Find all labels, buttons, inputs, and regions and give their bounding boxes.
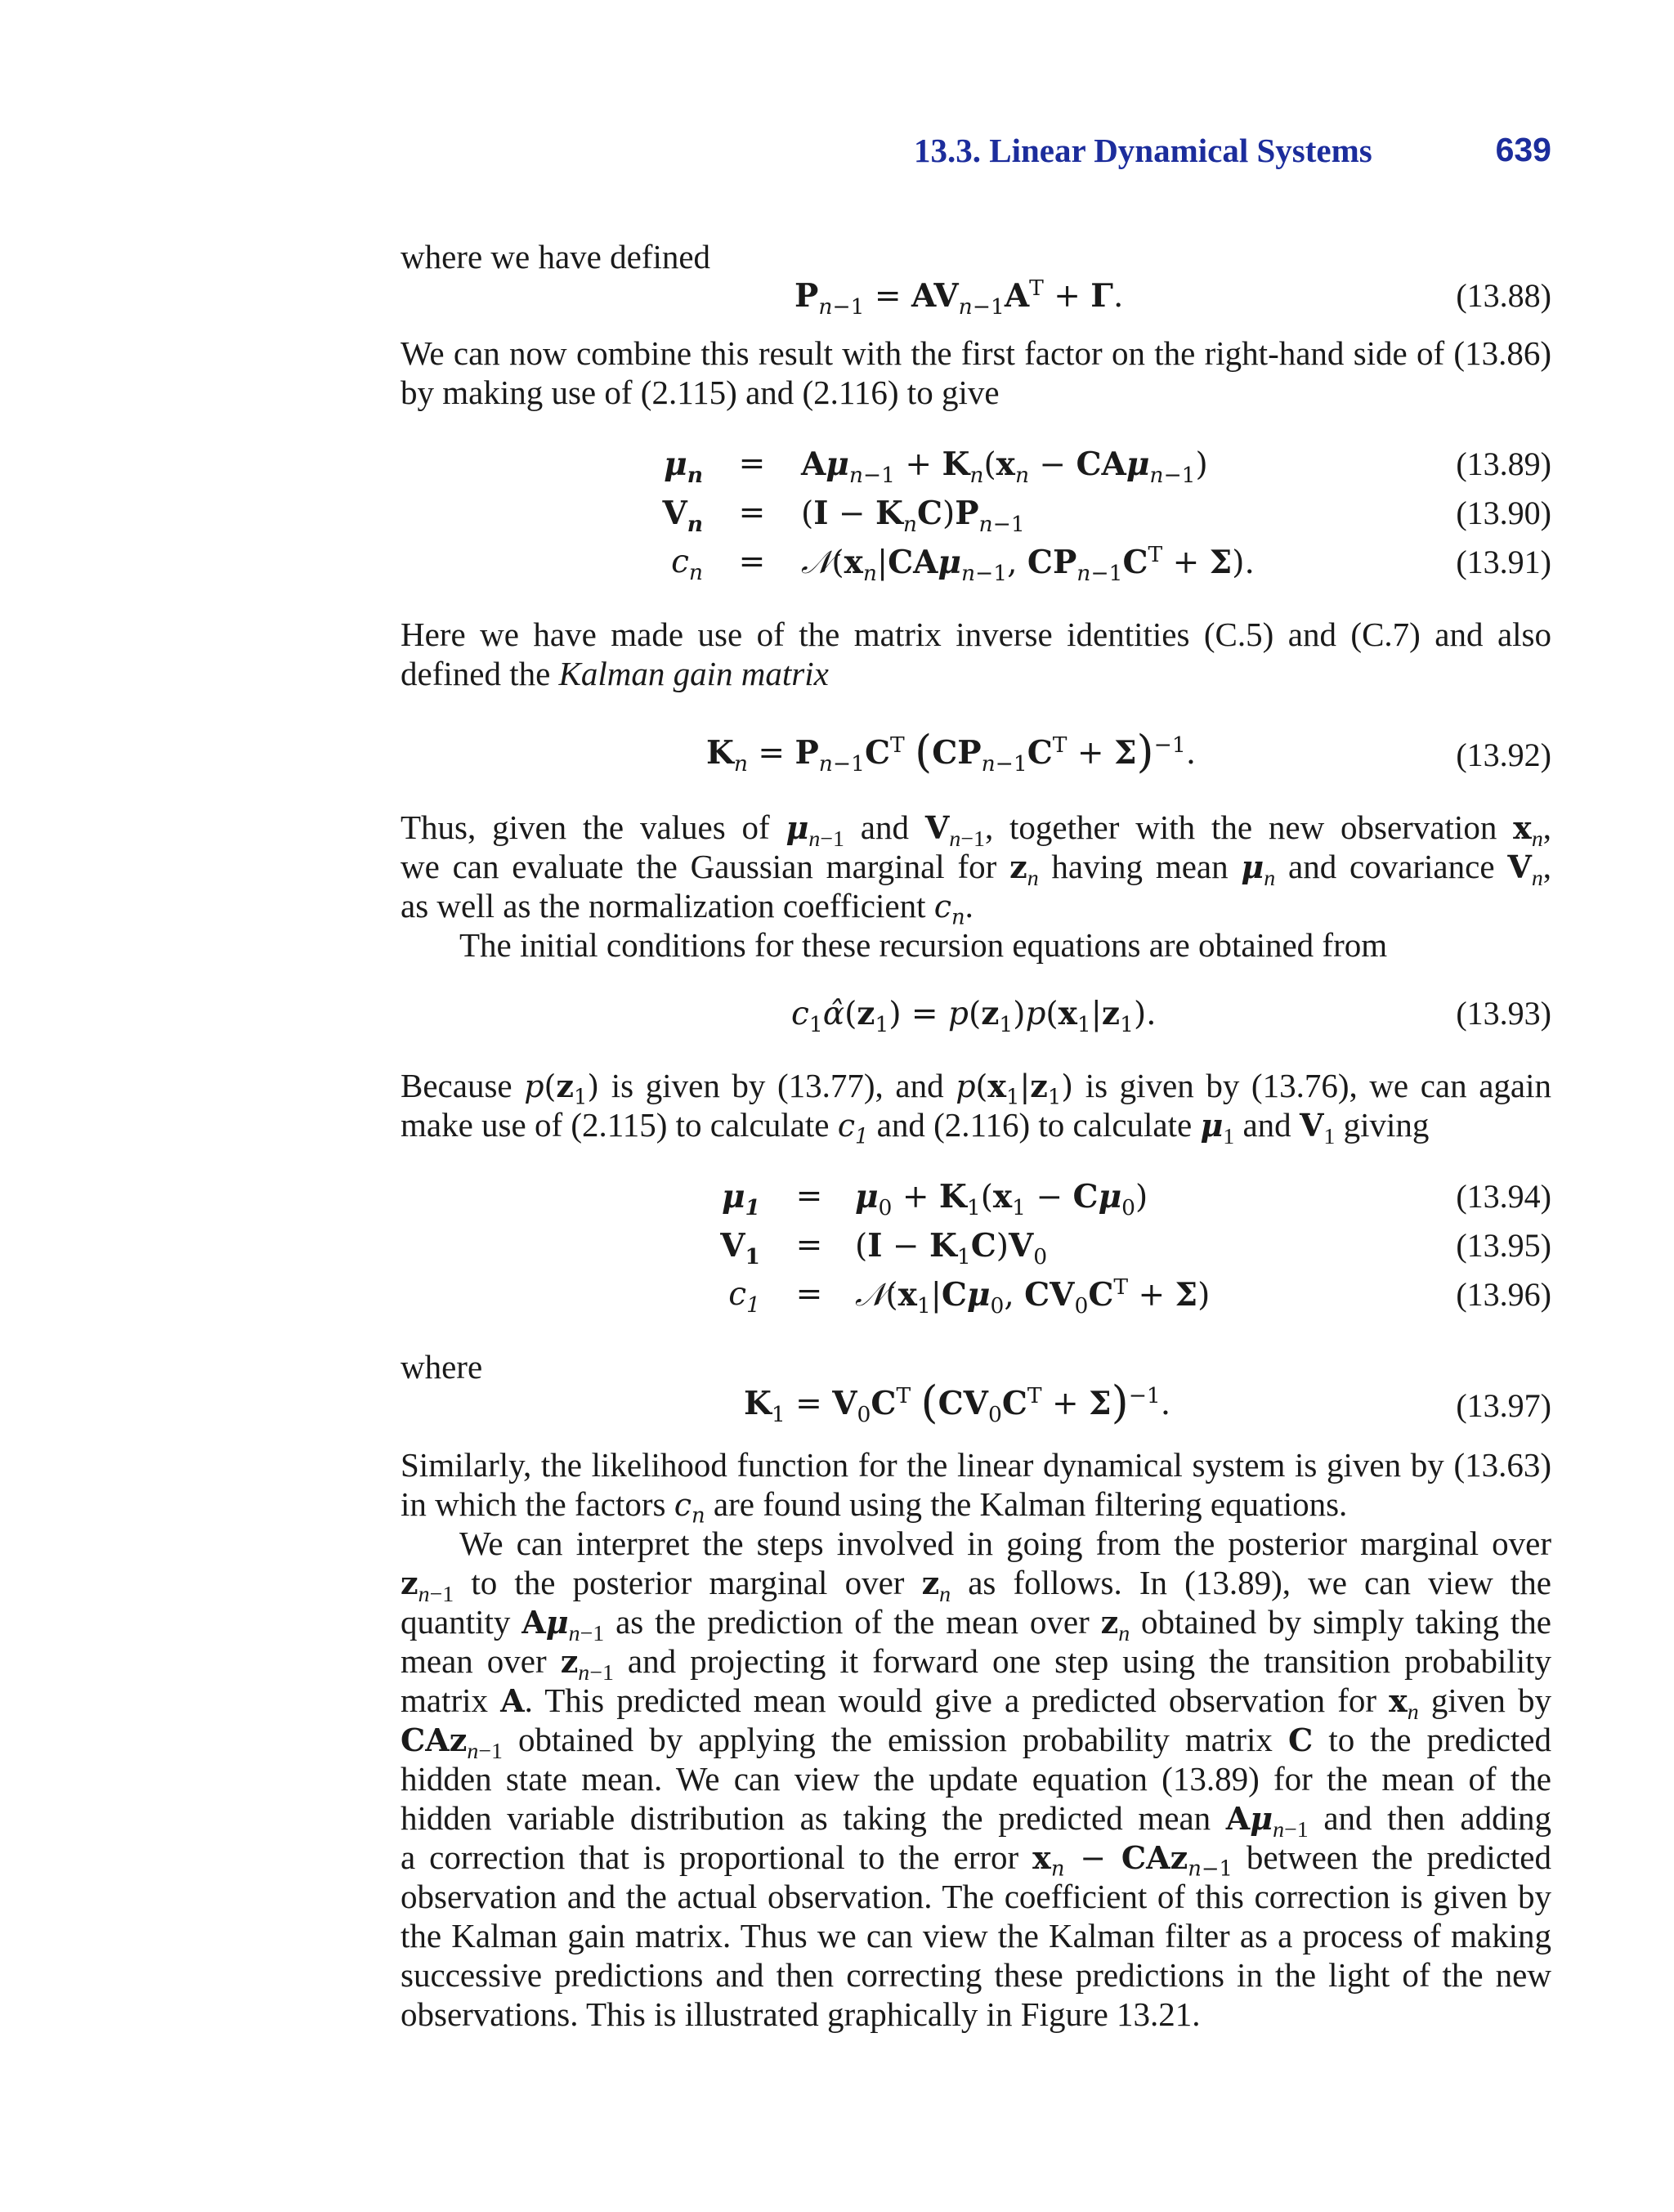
text-line: successive predictions and then correcting these predictions in the light of the new bbox=[401, 1956, 1551, 1994]
text-line: a correction that is proportional to the error $x_n - CAz_{n-1}$ between the predicted bbox=[401, 1838, 1551, 1882]
equation-number: (13.97) bbox=[1456, 1387, 1551, 1424]
equation-13-88: $P_{n-1} = AV_{n-1}A^T + \Gamma$. bbox=[794, 275, 1124, 320]
page: 13.3. Linear Dynamical Systems 639 where we have defined $P_{n-1} = AV_{n-1}A^T + \Gamma$. (13.88) We can now combine this result with the first factor on the right-hand side of (13.86) by making use of (2.115) and (2.116) to give $\mu_n$ = $A\mu_{n-1} + K_n(x_n - CA\mu_{n-1})$ (13.89) $V_n$ = $(I - K_nC)P_{n-1}$ (13.90) $c_n$ = $𝒩(x_n|CA\mu_{n-1}$, $CP_{n-1}C^T + \Sigma$). (13.91) Here we have made use of the matrix inverse identities (C.5) and (C.7) and also defined the Kalman gain matrix $K_n = P_{n-1}C^T$ $(CP_{n-1}C^T + \Sigma)^{-1}$. (13.92) Thus, given the values of $\mu_{n-1}$ and $V_{n-1}$, together with the new observation $x_n$, we can evaluate the Gaussian marginal for $z_n$ having mean $\mu_n$ and covariance $V_n$, as well as the normalization coefficient $c_n$. The initial conditions for these recursion equations are obtained from $c_1\alphâ(z_1) = p(z_1)p(x_1|z_1)$. (13.93) Because $p(z_1)$ is given by (13.77), and $p(x_1|z_1)$ is given by (13.76), we can again make use of (2.115) to calculate $c_1$ and (2.116) to calculate $\mu_1$ and $V_1$ giving $\mu_1$ = $\mu_0 + K_1(x_1 - C\mu_0)$ (13.94) $V_1$ = $(I - K_1C)V_0$ (13.95) $c_1$ = $𝒩(x_1|C\mu_0$, $CV_0C^T + \Sigma$) (13.96) where $K_1 = V_0C^T$ $(CV_0C^T + \Sigma)^{-1}$. (13.97) Similarly, the likelihood function for the linear dynamical system is given by (13.63) in which the factors $c_n$ are found using the Kalman filtering equations. We can interpret the steps involved in going from the posterior marginal over $z_{n-1}$ to the posterior marginal over $z_n$ as follows. In (13.89), we can view the quantity $A\mu_{n-1}$ as the prediction of the mean over $z_n$ obtained by simply taking the mean over $z_{n-1}$ and projecting it forward one step using the transition probability matrix A. This predicted mean would give a predicted observation for $x_n$ given by CAz$_{n-1}$ obtained by applying the emission probability matrix C to the predicted hidden state mean. We can view the update equation (13.89) for the mean of the hidden variable distribution as taking the predicted mean $A\mu_{n-1}$ and then adding a correction that is proportional to the error $x_n - CAz_{n-1}$ between the predicted observation and the actual observation. The coefficient of this correction is given by the Kalman gain matrix. Thus we can view the Kalman filter as a process of making successive predictions and then correcting these predictions in the light of the new observations. This is illustrated graphically in Figure 13.21. bbox=[401, 131, 1552, 2033]
equation-number: (13.95) bbox=[1456, 1227, 1551, 1264]
text-line: make use of (2.115) to calculate $c_1$ and (2.116) to calculate $\mu_1$ and $V_1$ giving bbox=[401, 1106, 1430, 1150]
text-line: observation and the actual observation. The coefficient of this correction is given by bbox=[401, 1878, 1551, 1915]
text-line: We can now combine this result with the first factor on the right-hand side of (13.86) bbox=[401, 334, 1551, 372]
text-line: $z_{n-1}$ to the posterior marginal over $z_n$ as follows. In (13.89), we can view the bbox=[401, 1564, 1551, 1608]
text-line: CAz$_{n-1}$ obtained by applying the emission probability matrix C to the predicted bbox=[401, 1721, 1552, 1765]
text-line: hidden state mean. We can view the update equation (13.89) for the mean of the bbox=[401, 1760, 1551, 1798]
equation-number: (13.94) bbox=[1456, 1178, 1551, 1215]
section-title: 13.3. Linear Dynamical Systems bbox=[914, 132, 1372, 169]
text-line: observations. This is illustrated graphically in Figure 13.21. bbox=[401, 1995, 1201, 2033]
text-line: in which the factors $c_n$ are found using the Kalman filtering equations. bbox=[401, 1485, 1348, 1529]
text-line: by making use of (2.115) and (2.116) to give bbox=[401, 374, 1000, 411]
text-line: defined the Kalman gain matrix bbox=[401, 655, 829, 692]
text-line: quantity $A\mu_{n-1}$ as the prediction of the mean over $z_n$ obtained by simply taking the bbox=[401, 1603, 1551, 1647]
text-line: where we have defined bbox=[401, 238, 711, 275]
text-line: Similarly, the likelihood function for the linear dynamical system is given by (13.63) bbox=[401, 1446, 1551, 1484]
equation-number: (13.90) bbox=[1456, 495, 1551, 531]
equation-number: (13.88) bbox=[1456, 277, 1551, 314]
text-line: Here we have made use of the matrix inverse identities (C.5) and (C.7) and also bbox=[401, 616, 1551, 653]
equation-number: (13.89) bbox=[1456, 446, 1551, 482]
text-line: hidden variable distribution as taking the predicted mean $A\mu_{n-1}$ and then adding bbox=[401, 1799, 1551, 1843]
text-line: Thus, given the values of $\mu_{n-1}$ and $V_{n-1}$, together with the new observation $x_n$, bbox=[401, 808, 1551, 853]
text-line: Because $p(z_1)$ is given by (13.77), and $p(x_1|z_1)$ is given by (13.76), we can again bbox=[401, 1067, 1551, 1110]
equation-13-93: $c_1\alphâ(z_1) = p(z_1)p(x_1|z_1)$. bbox=[791, 995, 1157, 1037]
text-line: matrix A. This predicted mean would give a predicted observation for $x_n$ given by bbox=[401, 1681, 1552, 1726]
text-line: where bbox=[401, 1348, 483, 1386]
running-head bbox=[914, 131, 1551, 173]
text-line: We can interpret the steps involved in going from the posterior marginal over bbox=[459, 1525, 1551, 1562]
text-line: we can evaluate the Gaussian marginal for $z_n$ having mean $\mu_n$ and covariance $V_n$, bbox=[401, 848, 1551, 892]
equation-13-92: $K_n = P_{n-1}C^T$ $(CP_{n-1}C^T + \Sigma)^{-1}$. bbox=[706, 726, 1197, 777]
text-line: the Kalman gain matrix. Thus we can view the Kalman filter as a process of making bbox=[401, 1917, 1551, 1955]
equation-number: (13.96) bbox=[1456, 1276, 1551, 1313]
text-line: as well as the normalization coefficient $c_n$. bbox=[401, 887, 974, 930]
text-line: The initial conditions for these recursion equations are obtained from bbox=[459, 926, 1388, 964]
equation-number: (13.92) bbox=[1456, 737, 1551, 773]
text-line: mean over $z_{n-1}$ and projecting it forward one step using the transition probability bbox=[401, 1642, 1552, 1686]
page-number: 639 bbox=[1495, 131, 1551, 168]
equation-13-97: $K_1 = V_0C^T$ $(CV_0C^T + \Sigma)^{-1}$. bbox=[744, 1377, 1171, 1428]
equation-number: (13.93) bbox=[1456, 995, 1551, 1032]
equation-number: (13.91) bbox=[1456, 544, 1551, 580]
